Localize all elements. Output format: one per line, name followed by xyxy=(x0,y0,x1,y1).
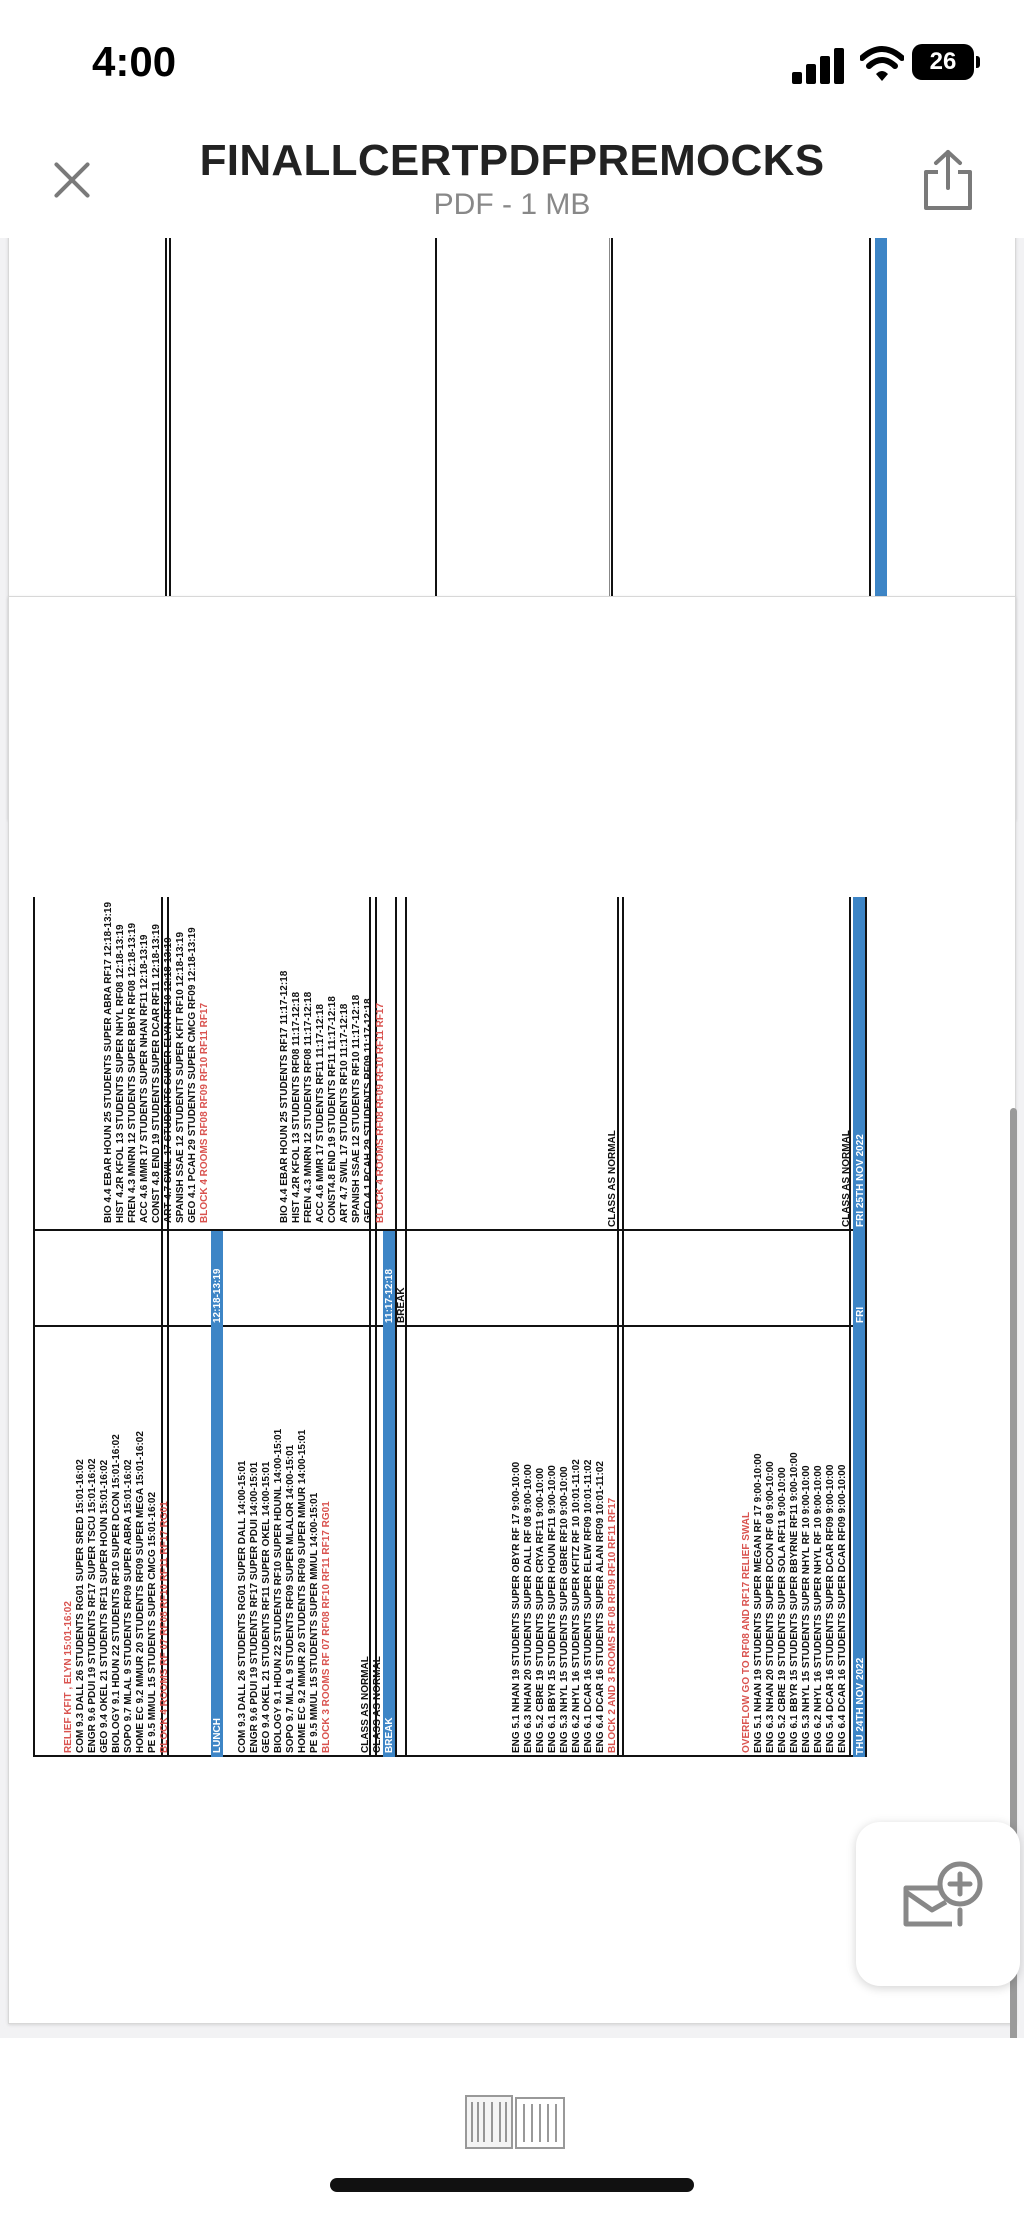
wifi-icon xyxy=(860,44,904,84)
document-title: FINALLCERTPDFPREMOCKS xyxy=(199,136,825,185)
pdf-page-2 xyxy=(8,596,1016,2024)
class-as-normal-1: CLASS AS NORMAL xyxy=(372,1656,383,1753)
cellular-signal-icon xyxy=(792,46,848,84)
pdf-viewer[interactable] xyxy=(0,238,1024,2038)
status-bar xyxy=(0,0,1024,130)
break2-label: BREAK xyxy=(396,1287,407,1323)
viewer-header xyxy=(0,130,1024,238)
home-indicator[interactable] xyxy=(330,2178,694,2192)
lunch2-time: 12:18-13:19 xyxy=(212,1268,223,1323)
day3-header: FRI 25TH NOV 2022 xyxy=(855,1134,866,1227)
relief-note: RELIEF KFIT , ELYN 15:01-16:02 xyxy=(63,1601,74,1753)
battery-icon: 26 xyxy=(912,44,974,80)
day1-header: THU 24TH NOV 2022 xyxy=(855,1657,866,1755)
schedule-table: THU 24TH NOV 2022 ENG 6.4 DCAR 16 STUDENTS SUPER DCAR RF09 9:00-10:00 ENG 5.4 DCAR 16 STUDENTS SUPER DCAR RF09 9:00-10:00 ENG 6.2 NHYL 16 STUDENTS SUPER NHYL RF 10 9:00-10:00 ENG 5.3 NHYL 15 STUDENTS SUPER NHYL RF 10 9:00-10:00 ENG 6.1 BBYR 15 STUDENTS SUPER BBYRNE RF11 9:00-10:00 ENG 5.2 CBRE 19 STUDENTS SUPER SOLA RF11 9:00-10:00 ENG 6.3 NHAN 20 STUDENTS SUPER DCON RF 08 9:00-10:00 ENG 5.1 NHAN 19 STUDENTS SUPER MEGAN RF 17 9:00-10:00 OVERFLOW GO TO RF08 AND RF17 RELIEF SWAL BLOCK 2 AND 3 ROOMS RF 08 RF09 RF10 RF11 RF17 ENG 6.4 DCAR 16 STUDENTS SUPER ALAN RF09 10:01-11:02 ENG 6.1 DCAR 16 STUDENTS SUPER ELEW RF09 10:01-11:02 ENG 6.2 NHYL 16 STUDENTS SUPER KFITZ RF 10 10:01-11:02 ENG 5.3 NHYL 15 STUDENTS SUPER GBRE RF10 9:00-10:00 ENG 6.1 BBYR 15 STUDENTS SUPER HOUN RF11 9:00-10:00 ENG 5.2 CBRE 19 STUDENTS SUPER CRYA RF11 9:00-10:00 ENG 6.3 NHAN 20 STUDENTS SUPER DALL RF 08 9:00-10:00 ENG 5.1 NHAN 19 STUDENTS SUPER OBYR RF 17 9:00-10:00 BREAK CLASS AS NORMAL CLASS AS NORMAL LUNCH BLOCK 3 ROOMS RF 07 RF08 RF10 RF11 RF17 RG01 PE 9.5 MMUL 15 STUDENTS SUPER MMUL 14:00-15:01 HOME EC 9.2 MMUR 20 STUDENTS RF09 SUPER MMUR 14:00-15:01 SOPO 9.7 MLAL 9 STUDENTS RF09 SUPER MLALOR 14:00-15:01 BIOLOGY 9.1 HDUN 22 STUDENTS RF10 SUPER HDUNL 14:00-15:01 GEO 9.4 OKEL 21 STUDENTS RF11 SUPER OKEL 14:00-15:01 ENGR 9.6 PDUI 19 STUDENTS RF17 SUPER PDUI 14:00-15:01 COM 9.3 DALL 26 STUDENTS RG01 SUPER DALL 14:00-15:01 BLOCK 4 ROOMS RF 07 RF08 RF10 RF11 RF17 RG01 PE 9.5 MMUL 15 STUDENTS SUPER CMCG 15:01-16:02 HOME EC 9.2 MMUR 20 STUDENTS RF09 SUPER MEGA 15:01-16:02 SOPO 9.7 MLAL 9 STUDENTS RF09 SUPER ABRA 15:01-16:02 BIOLOGY 9.1 HDUN 22 STUDENTS RF10 SUPER DCON 15:01-16:02 GEO 9.4 OKEL 21 STUDENTS RF11 SUPER HOUN 15:01-16:02 ENGR 9.6 PDUI 19 STUDENTS RF17 SUPER TSCU 15:01-16:02 COM 9.3 DALL 26 STUDENTS RG01 SUPER SRED 15:01-16:02 RELIEF KFIT , ELYN 15:01-16:02 FRI BREAK 11:17-12:18 12:18-13:19 FRI 25TH NOV 2022 CLASS AS NORMAL CLASS AS NORMAL BLOCK 4 ROOMS RF08 RF09 RF10 RF11 RF17 GEO 4.1 PCAH 29 STUDENTS RF09 11:17-12:18 SPANISH SSAE 12 STUDENTS RF10 11:17-12:18 ART 4.7 SWIL 17 STUDENTS RF10 11:17-12:18 CONST4.8 END 19 STUDENTS RF11 11:17-12:18 ACC 4.6 MMR 17 STUDENTS RF11 11:17-12:18 FREN 4.3 MNRN 12 STUDENTS RF08 11:17-12:18 HIST 4.2R KFOL 13 STUDENTS RF08 11:17-12:18 BIO 4.4 EBAR HOUN 25 STUDENTS RF17 11:17-12:18 BLOCK 4 ROOMS RF08 RF09 RF10 RF11 RF17 GEO 4.1 PCAH 29 STUDENTS SUPER CMCG RF09 12:18-13:19 SPANISH SSAE 12 STUDENTS SUPER KFIT RF10 12:18-13:19 ART 4.7 SWIL 17 STUDENTS SUPER ELYN RF10 12:18-13:19 CONST 4.8 END 19 STUDENTS SUPER DCAR RF11 12:18-13:19 ACC 4.6 MMR 17 STUDENTS SUPER NHAN RF11 12:18-13:19 FREN 4.3 MNRN 12 STUDENTS SUPER BBYR RF08 12:18-13:19 HIST 4.2R KFOL 13 STUDENTS SUPER NHYL RF08 12:18-13:19 BIO 4.4 EBAR HOUN 25 STUDENTS SUPER ABRA RF17 12:18-13:19 xyxy=(29,757,909,1757)
class-as-normal-4: CLASS AS NORMAL xyxy=(607,1130,618,1227)
break-label: BREAK xyxy=(384,1717,395,1753)
page-thumbnails-icon[interactable] xyxy=(464,2092,568,2152)
break2-time: 11:17-12:18 xyxy=(384,1269,395,1323)
status-time: 4:00 xyxy=(92,38,177,85)
day2-header: FRI xyxy=(855,1306,866,1323)
overflow-note: OVERFLOW GO TO RF08 AND RF17 RELIEF SWAL xyxy=(741,1511,752,1753)
share-icon[interactable] xyxy=(920,148,976,212)
document-subtitle: PDF - 1 MB xyxy=(433,188,591,221)
class-as-normal-2: CLASS AS NORMAL xyxy=(360,1656,371,1753)
class-as-normal-3: CLASS AS NORMAL xyxy=(841,1130,852,1227)
lunch-label: LUNCH xyxy=(212,1718,223,1753)
add-comment-button[interactable] xyxy=(856,1822,1020,1986)
add-comment-icon xyxy=(890,1858,986,1950)
close-icon[interactable] xyxy=(44,152,100,208)
